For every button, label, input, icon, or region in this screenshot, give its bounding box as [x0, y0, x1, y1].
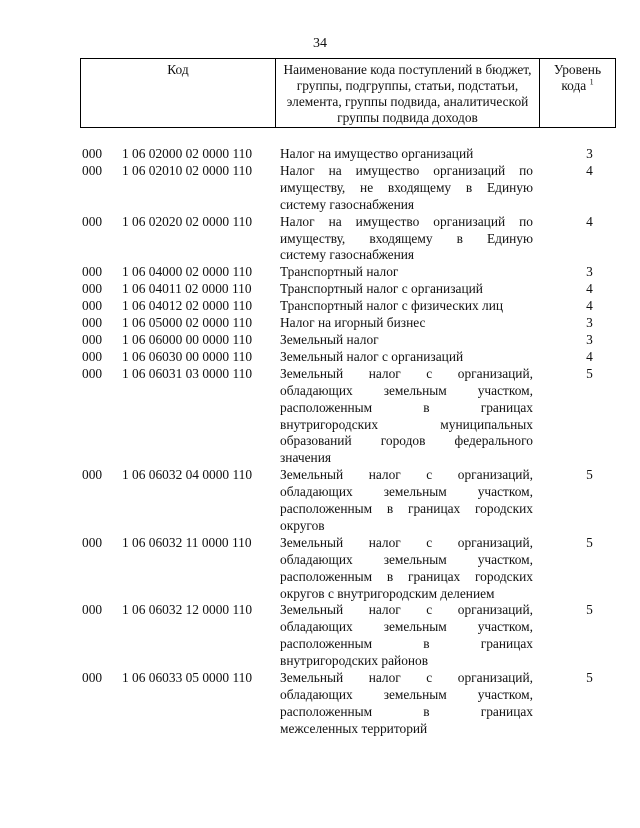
name-line: имуществу, входящему в Единую — [280, 230, 533, 246]
name-line: Налог на имущество организаций по — [280, 213, 533, 229]
name-line: округов с внутригородским делением — [280, 585, 495, 601]
table-row — [82, 467, 616, 535]
admin-code: 000 — [82, 162, 103, 178]
name-line: Транспортный налог с физических лиц — [280, 298, 504, 314]
name-line: обладающих земельным участком, — [280, 619, 533, 635]
name-line: расположенным в границах — [280, 636, 533, 652]
table-row — [82, 366, 616, 467]
name-line: межселенных территорий — [280, 720, 428, 736]
revenue-code: 1 06 06000 00 0000 110 — [122, 331, 253, 347]
revenue-name — [280, 366, 533, 467]
name-line: внутригородских муниципальных — [280, 416, 533, 432]
name-line: обладающих земельным участком, — [280, 484, 533, 500]
table-row — [82, 281, 616, 298]
name-line: расположенным в границах городских — [280, 501, 533, 517]
table-row — [82, 315, 616, 332]
admin-code: 000 — [82, 315, 103, 331]
name-line: обладающих земельным участком, — [280, 551, 533, 567]
revenue-name — [280, 349, 533, 366]
header-level — [540, 59, 615, 127]
page-number: 34 — [313, 36, 327, 51]
name-line: Земельный налог с организаций, — [280, 602, 533, 618]
revenue-code: 1 06 04000 02 0000 110 — [122, 264, 253, 280]
code-level: 5 — [586, 365, 593, 381]
code-level: 4 — [586, 281, 593, 297]
revenue-code: 1 06 06033 05 0000 110 — [122, 670, 253, 686]
header-code: Код — [81, 59, 276, 127]
revenue-code: 1 06 06032 12 0000 110 — [122, 602, 253, 618]
admin-code: 000 — [82, 365, 103, 381]
name-line: Земельный налог с организаций, — [280, 670, 533, 686]
name-line: Транспортный налог — [280, 264, 399, 280]
revenue-name — [280, 264, 533, 281]
revenue-code: 1 06 04012 02 0000 110 — [122, 298, 253, 314]
table-row — [82, 332, 616, 349]
code-level: 3 — [586, 315, 593, 331]
revenue-name — [280, 298, 533, 315]
name-line: Земельный налог с организаций, — [280, 467, 533, 483]
revenue-name — [280, 214, 533, 265]
code-level: 3 — [586, 264, 593, 280]
revenue-name — [280, 602, 533, 670]
table-row — [82, 349, 616, 366]
revenue-code: 1 06 04011 02 0000 110 — [122, 281, 252, 297]
code-level: 4 — [586, 298, 593, 314]
code-level: 5 — [586, 670, 593, 686]
name-line: расположенным в границах — [280, 703, 533, 719]
revenue-name — [280, 332, 533, 349]
code-level: 3 — [586, 146, 593, 161]
header-level-label: Уровень кода — [553, 62, 602, 93]
revenue-name — [280, 315, 533, 332]
revenue-name — [280, 146, 533, 163]
table-row — [82, 264, 616, 281]
name-line: Земельный налог — [280, 331, 379, 347]
name-line: Транспортный налог с организаций — [280, 281, 483, 297]
revenue-code: 1 06 06032 04 0000 110 — [122, 467, 253, 483]
name-line: Налог на игорный бизнес — [280, 315, 426, 331]
table-row — [82, 163, 616, 214]
name-line: округов — [280, 517, 325, 533]
code-level: 5 — [586, 602, 593, 618]
code-level: 5 — [586, 467, 593, 483]
revenue-name — [280, 467, 533, 535]
admin-code: 000 — [82, 213, 103, 229]
revenue-name — [280, 281, 533, 298]
name-line: систему газоснабжения — [280, 196, 415, 212]
code-level: 4 — [586, 213, 593, 229]
revenue-name — [280, 535, 533, 603]
revenue-code: 1 06 06030 00 0000 110 — [122, 348, 253, 364]
admin-code: 000 — [82, 467, 103, 483]
name-line: обладающих земельным участком, — [280, 382, 533, 398]
revenue-name — [280, 163, 533, 214]
admin-code: 000 — [82, 348, 103, 364]
name-line: расположенным в границах городских — [280, 568, 533, 584]
admin-code: 000 — [82, 281, 103, 297]
table-row — [82, 146, 616, 163]
table-row — [82, 602, 616, 670]
table-row — [82, 298, 616, 315]
revenue-code: 1 06 05000 02 0000 110 — [122, 315, 253, 331]
name-line: расположенным в границах — [280, 399, 533, 415]
admin-code: 000 — [82, 264, 103, 280]
admin-code: 000 — [82, 331, 103, 347]
name-line: значения — [280, 450, 332, 466]
name-line: имуществу, не входящему в Единую — [280, 179, 533, 195]
revenue-code: 1 06 02000 02 0000 110 — [122, 146, 253, 161]
footnote-marker: 1 — [589, 77, 594, 87]
code-level: 4 — [586, 348, 593, 364]
name-line: Земельный налог с организаций, — [280, 365, 533, 381]
table-row — [82, 214, 616, 265]
name-line: обладающих земельным участком, — [280, 687, 533, 702]
table-row — [82, 535, 616, 603]
code-level: 3 — [586, 331, 593, 347]
table-body — [82, 146, 616, 738]
code-level: 5 — [586, 534, 593, 550]
revenue-name — [280, 670, 533, 738]
name-line: Налог на имущество организаций — [280, 146, 474, 161]
revenue-code: 1 06 02010 02 0000 110 — [122, 162, 253, 178]
name-line: Налог на имущество организаций по — [280, 162, 533, 178]
revenue-code: 1 06 06032 11 0000 110 — [122, 534, 252, 550]
admin-code: 000 — [82, 602, 103, 618]
code-level: 4 — [586, 162, 593, 178]
table-row — [82, 670, 616, 738]
admin-code: 000 — [82, 670, 103, 686]
revenue-code: 1 06 02020 02 0000 110 — [122, 213, 253, 229]
name-line: Земельный налог с организаций — [280, 348, 464, 364]
table-header — [80, 58, 616, 128]
name-line: образований городов федерального — [280, 433, 533, 449]
admin-code: 000 — [82, 146, 103, 161]
name-line: Земельный налог с организаций, — [280, 534, 533, 550]
admin-code: 000 — [82, 534, 103, 550]
header-name: Наименование кода поступлений в бюджет, группы, подгруппы, статьи, подстатьи, элемента, группы подвида, аналитической группы подвида доходов — [276, 59, 540, 127]
revenue-code: 1 06 06031 03 0000 110 — [122, 365, 253, 381]
admin-code: 000 — [82, 298, 103, 314]
name-line: систему газоснабжения — [280, 247, 415, 263]
name-line: внутригородских районов — [280, 653, 429, 669]
